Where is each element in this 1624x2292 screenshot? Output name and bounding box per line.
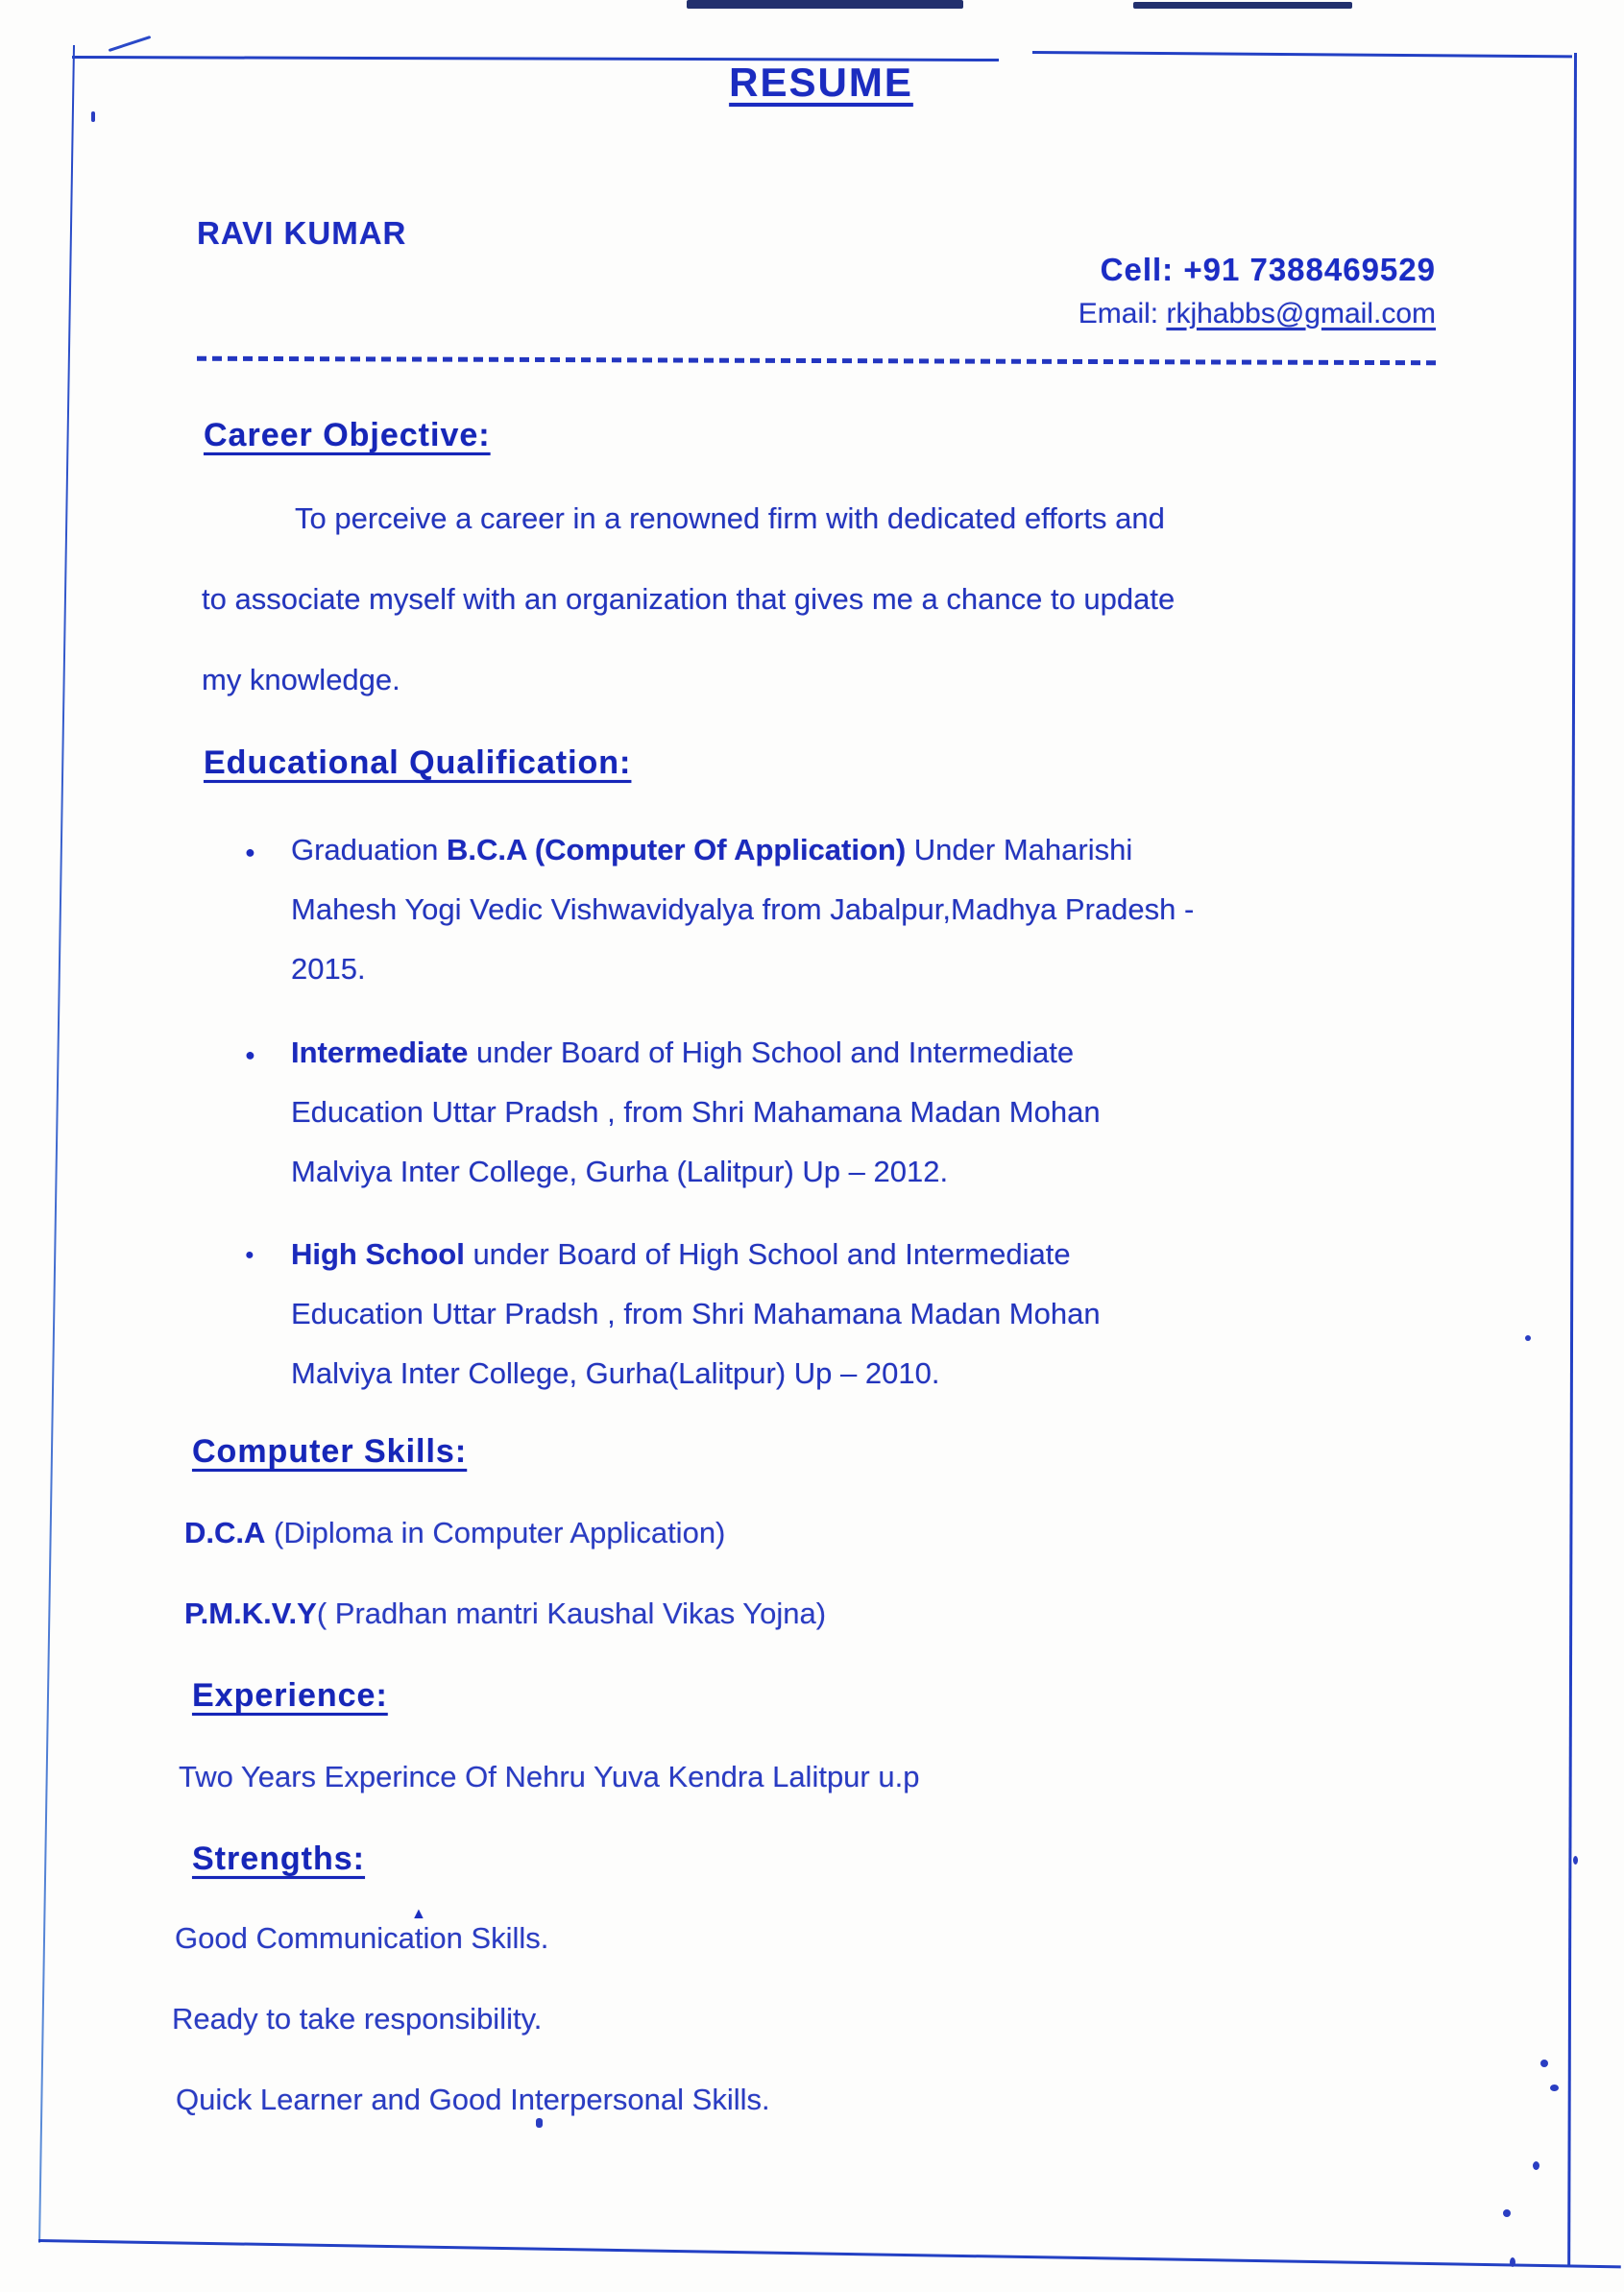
ink-speck xyxy=(1525,1335,1531,1341)
email-label: Email: xyxy=(1078,298,1167,329)
page-border-right xyxy=(1567,53,1577,2265)
bullet-icon: ● xyxy=(245,1247,255,1263)
email-line xyxy=(759,298,1436,330)
edu-text: under Board of High School and Intermediate xyxy=(464,1237,1071,1271)
paragraph-line: to associate myself with an organization that gives me a chance to update xyxy=(202,582,1176,616)
education-item-line: 2015. xyxy=(291,952,366,986)
ink-speck xyxy=(1533,2161,1539,2170)
ink-arrow-mark: ▲ xyxy=(411,1906,426,1922)
education-item-line xyxy=(291,831,1194,890)
edu-degree-bold: High School xyxy=(291,1237,465,1271)
ink-speck xyxy=(1573,1856,1578,1865)
computer-skill-dca xyxy=(184,1516,725,1550)
education-item-intermediate xyxy=(245,1034,1101,1212)
experience-text: Two Years Experince Of Nehru Yuva Kendra Lalitpur u.p xyxy=(179,1760,920,1793)
page-title: RESUME xyxy=(729,60,913,105)
page-border-left xyxy=(38,45,75,2243)
computer-skill-pmkvy xyxy=(184,1597,826,1631)
education-item-high-school xyxy=(245,1235,1101,1414)
paragraph-line: my knowledge. xyxy=(202,663,400,696)
section-heading-strengths: Strengths: xyxy=(192,1841,365,1877)
ink-speck xyxy=(1503,2209,1511,2217)
bullet-icon: ● xyxy=(245,842,255,862)
section-heading-computer-skills: Computer Skills: xyxy=(192,1433,468,1470)
career-objective-paragraph xyxy=(202,500,1175,742)
education-item-line: Mahesh Yogi Vedic Vishwavidyalya from Jabalpur,Madhya Pradesh - xyxy=(291,892,1195,926)
skill-abbrev-bold: P.M.K.V.Y xyxy=(184,1597,317,1630)
edu-degree-bold: Intermediate xyxy=(291,1036,469,1069)
edu-degree-bold: B.C.A (Computer Of Application) xyxy=(447,833,907,866)
pen-squiggle xyxy=(109,36,152,52)
candidate-name: RAVI KUMAR xyxy=(197,215,407,251)
page-border-top xyxy=(1032,51,1572,58)
education-item-line: Malviya Inter College, Gurha(Lalitpur) Up – 2010. xyxy=(291,1356,940,1390)
ink-speck xyxy=(1510,2257,1515,2267)
scan-edge-mark xyxy=(1133,2,1352,9)
edu-text: under Board of High School and Intermediate xyxy=(468,1036,1075,1069)
education-item-line: Education Uttar Pradsh , from Shri Mahamana Madan Mohan xyxy=(291,1297,1101,1330)
strength-item: Quick Learner and Good Interpersonal Skills. xyxy=(176,2083,770,2116)
education-item-graduation xyxy=(245,831,1194,1010)
section-heading-education: Educational Qualification: xyxy=(204,744,632,781)
dashed-separator xyxy=(197,356,1438,366)
page-border-bottom xyxy=(38,2239,1621,2268)
paragraph-line: To perceive a career in a renowned firm with dedicated efforts and xyxy=(295,501,1165,535)
skill-abbrev-bold: D.C.A xyxy=(184,1516,266,1549)
ink-speck xyxy=(1540,2060,1548,2067)
edu-text: Under Maharishi xyxy=(906,833,1133,866)
education-item-line xyxy=(291,1034,1101,1093)
strength-item: Ready to take responsibility. xyxy=(172,2002,543,2036)
section-heading-career-objective: Career Objective: xyxy=(204,417,491,453)
skill-text: ( Pradhan mantri Kaushal Vikas Yojna) xyxy=(316,1597,827,1630)
skill-text: (Diploma in Computer Application) xyxy=(265,1516,726,1549)
cell-number: Cell: +91 7388469529 xyxy=(1100,252,1436,287)
education-item-line: Malviya Inter College, Gurha (Lalitpur) Up – 2012. xyxy=(291,1155,949,1188)
education-item-line xyxy=(291,1235,1101,1295)
bullet-icon: ● xyxy=(245,1045,255,1064)
edu-text: Graduation xyxy=(291,833,447,866)
section-heading-experience: Experience: xyxy=(192,1677,388,1714)
contact-block xyxy=(759,252,1436,330)
ink-speck xyxy=(536,2118,543,2128)
ink-speck xyxy=(91,111,95,122)
ink-speck xyxy=(1550,2085,1559,2091)
strength-item: Good Communication Skills. xyxy=(175,1921,549,1955)
scan-edge-mark xyxy=(687,0,963,9)
email-address: rkjhabbs@gmail.com xyxy=(1166,298,1436,329)
education-item-line: Education Uttar Pradsh , from Shri Mahamana Madan Mohan xyxy=(291,1095,1101,1129)
